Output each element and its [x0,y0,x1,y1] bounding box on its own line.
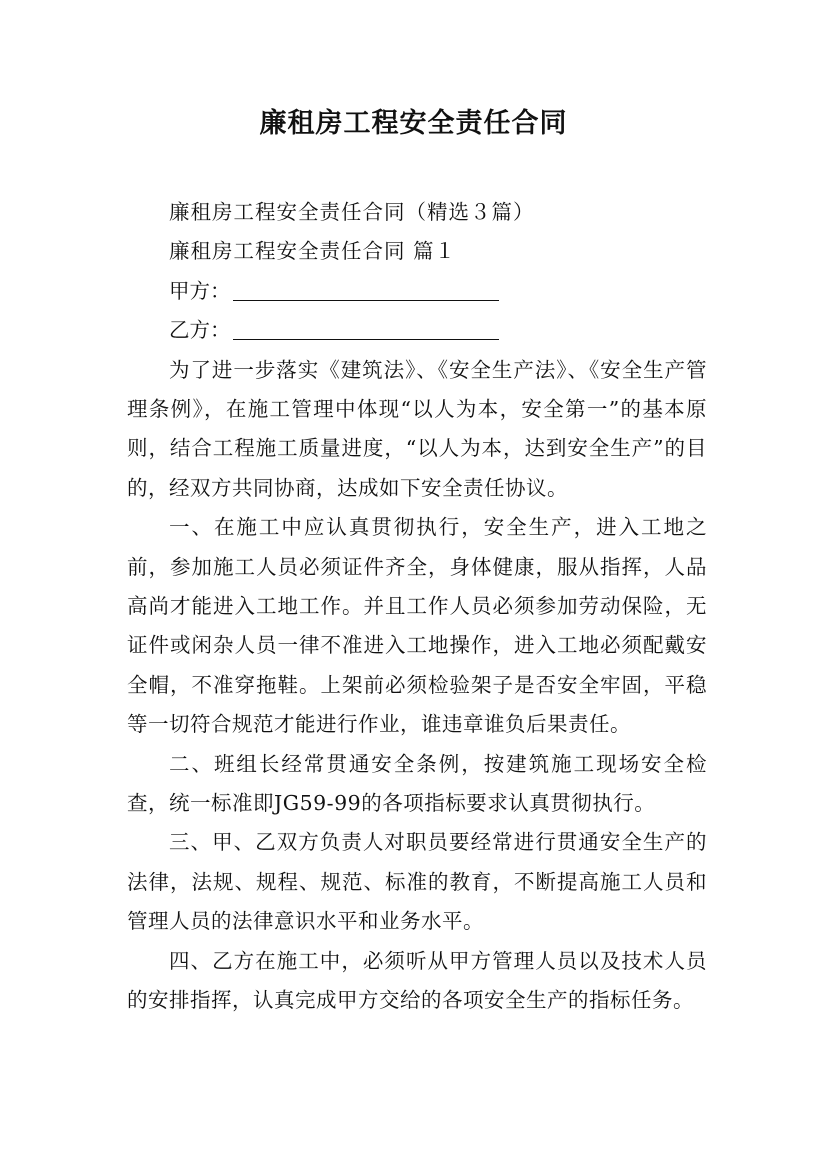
paragraph-clause-2: 二、班组长经常贯通安全条例，按建筑施工现场安全检查，统一标准即JG59-99的各项指标要求认真贯彻执行。 [127,751,707,816]
document-body [127,193,707,1021]
paragraph-intro: 为了进一步落实《建筑法》、《安全生产法》、《安全生产管理条例》，在施工管理中体现“以人为本，安全第一”的基本原则，结合工程施工质量进度，“以人为本，达到安全生产”的目的，经双方共同协商，达成如下安全责任协议。 [127,357,707,500]
party-b-blank [233,317,499,340]
paragraph-clause-4: 四、乙方在施工中，必须听从甲方管理人员以及技术人员的安排指挥，认真完成甲方交给的各项安全生产的指标任务。 [127,948,707,1013]
section-heading: 廉租房工程安全责任合同 篇１ [169,239,457,264]
party-a-label: 甲方： [169,278,231,303]
party-a-line [127,272,707,311]
document-title: 廉租房工程安全责任合同 [259,108,568,139]
party-a-blank [233,278,499,301]
paragraph-clause-3: 三、甲、乙双方负责人对职员要经常进行贯通安全生产的法律，法规、规程、规范、标准的教育，不断提高施工人员和管理人员的法律意识水平和业务水平。 [127,830,707,934]
party-b-line [127,311,707,350]
paragraph-clause-1: 一、在施工中应认真贯彻执行，安全生产，进入工地之前，参加施工人员必须证件齐全，身体健康，服从指挥，人品高尚才能进入工地工作。并且工作人员必须参加劳动保险，无证件或闲杂人员一律不准进入工地操作，进入工地必须配戴安全帽，不准穿拖鞋。上架前必须检验架子是否安全牢固，平稳等一切符合规范才能进行作业，谁违章谁负后果责任。 [127,515,707,737]
party-b-label: 乙方： [169,318,231,343]
document-subtitle: 廉租房工程安全责任合同（精选３篇） [169,200,535,224]
